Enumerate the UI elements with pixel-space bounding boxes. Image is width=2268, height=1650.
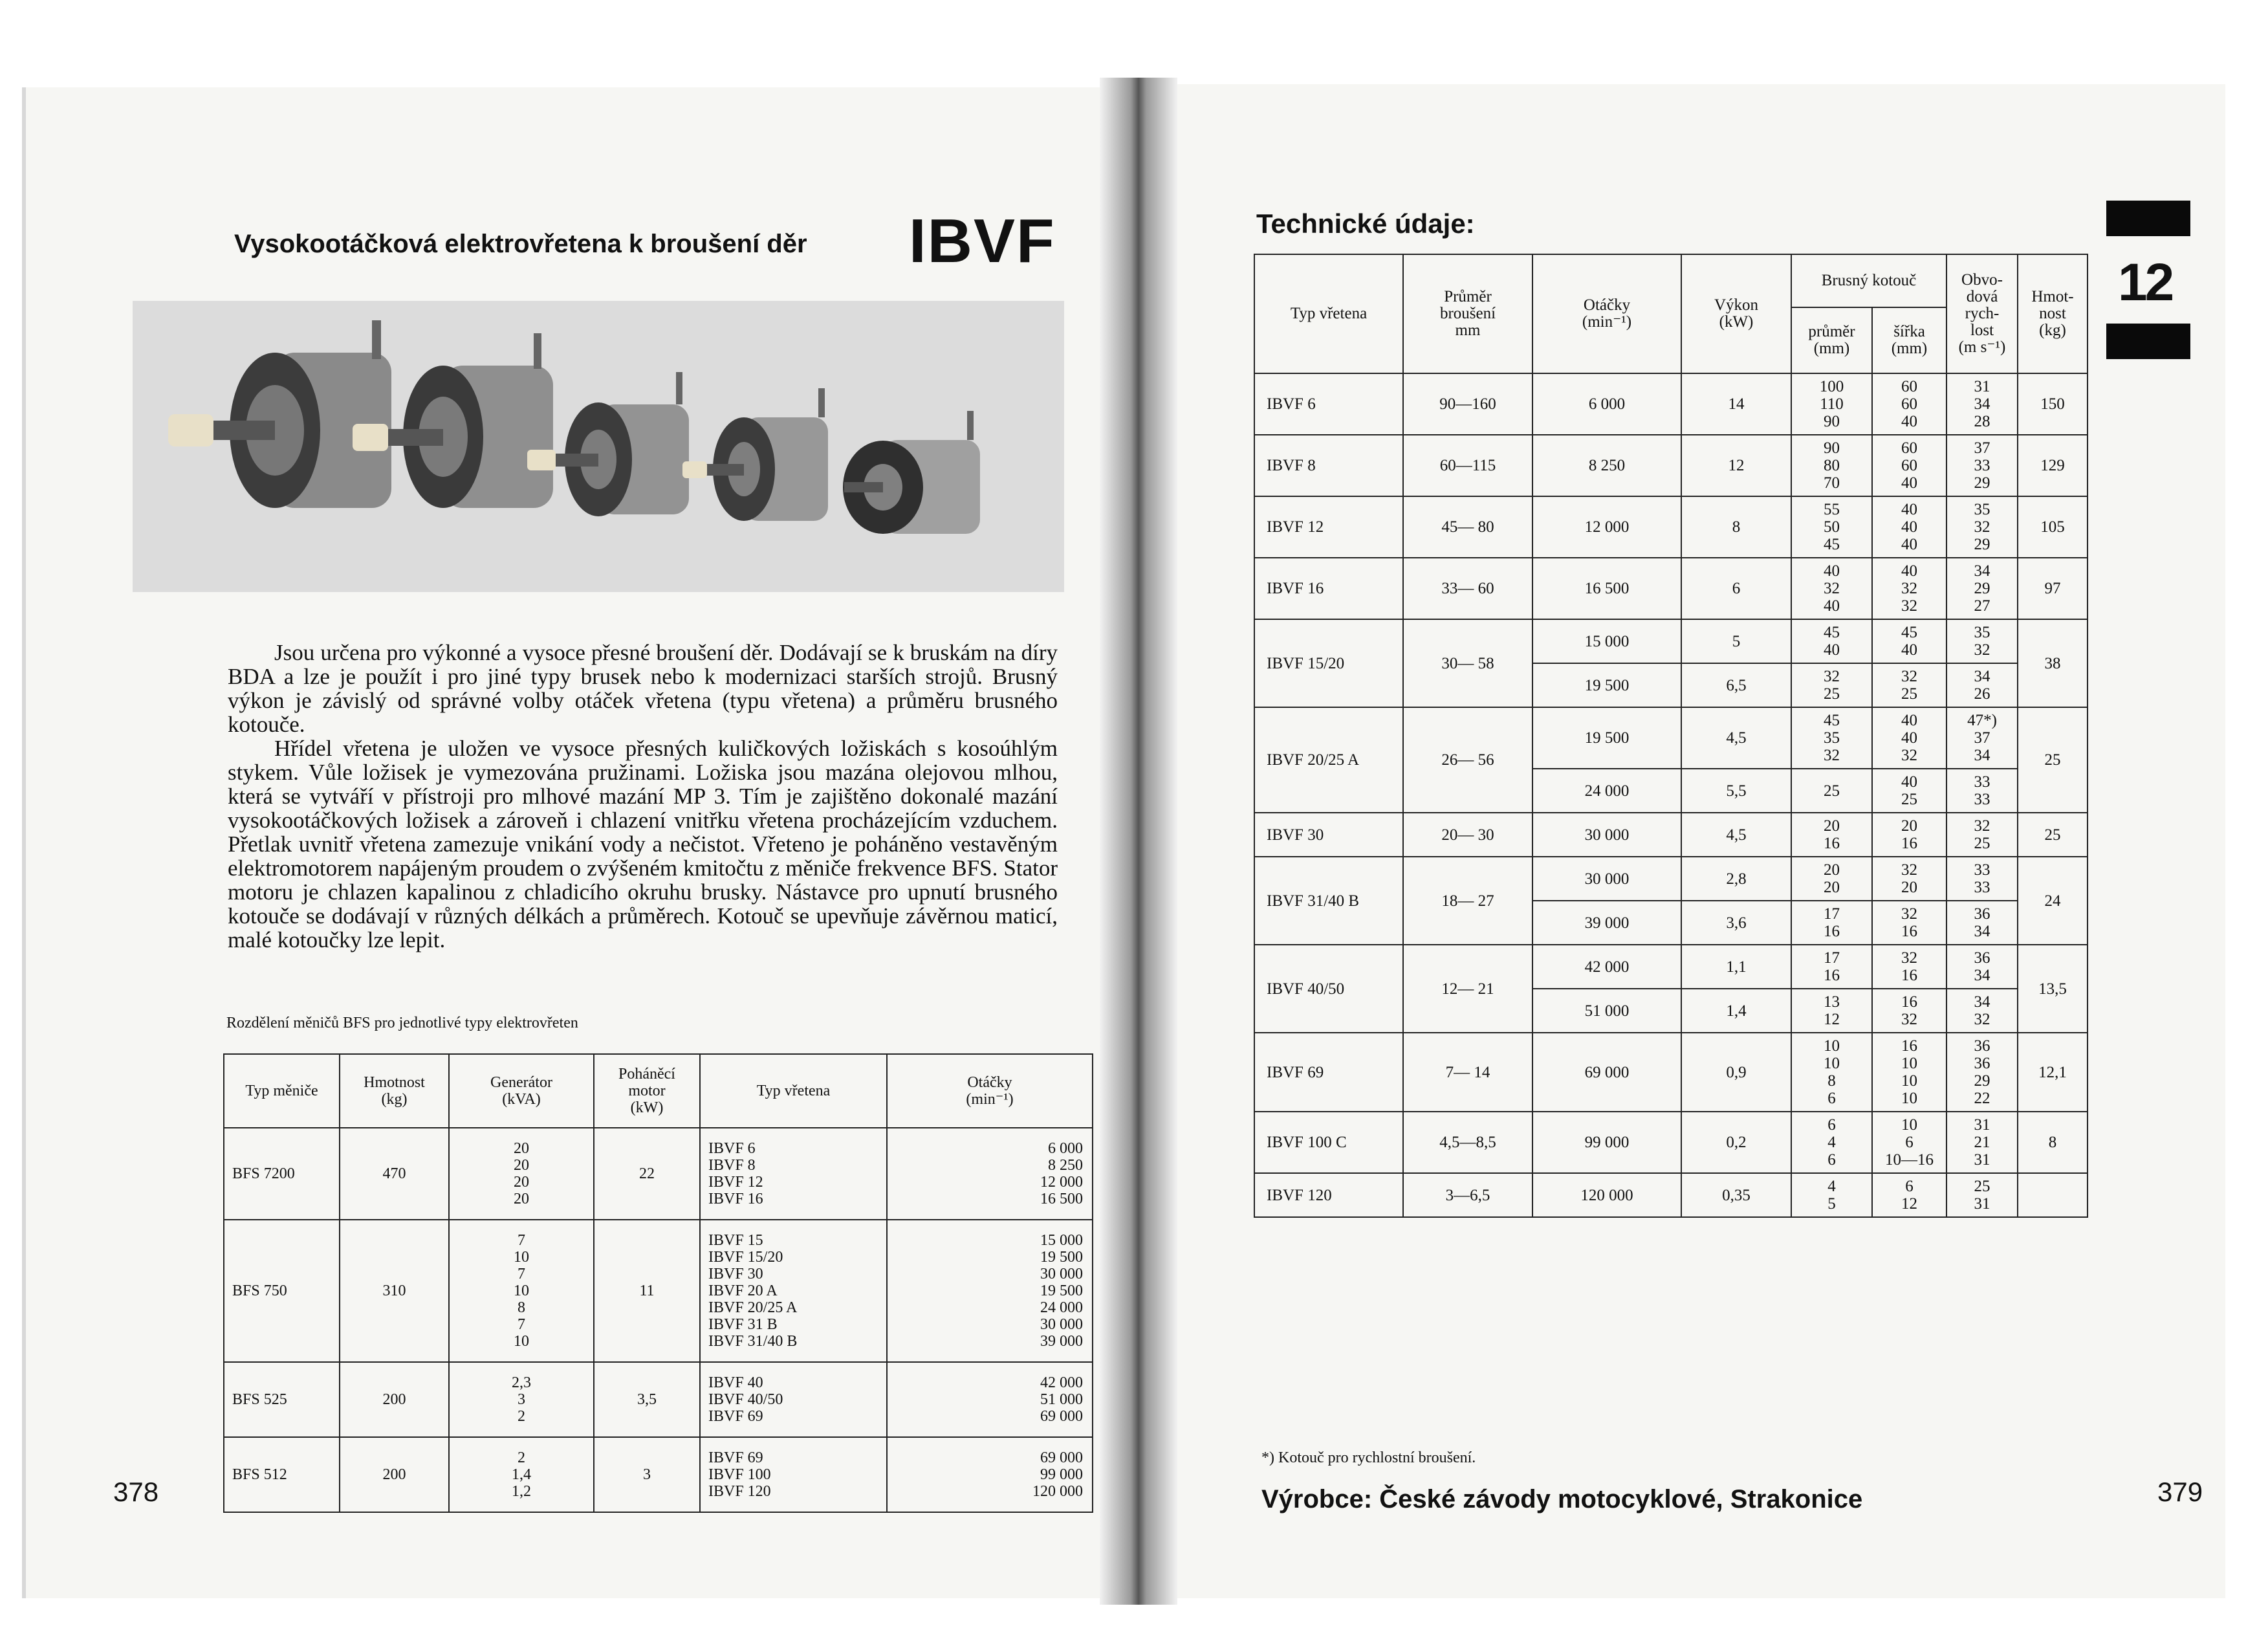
tech-data-heading: Technické údaje: (1256, 208, 1475, 239)
table-row: BFS 750 310 7 10 7 10 8 7 10 11 IBVF 15 IBVF 15/20 IBVF 30 IBVF 20 A IBVF 20/25 A IBVF 31 B IBVF 31/40 B 15 000 19 500 30 000 19 500 24 000 30 000 39 000 (224, 1220, 1093, 1362)
table-row: 39 000 3,6 17 16 32 16 36 34 (1254, 901, 2088, 945)
col-mass: Hmot- nost (kg) (2018, 254, 2088, 373)
col-spindle-type: Typ vřetena (1254, 254, 1403, 373)
chapter-tab (2106, 201, 2190, 356)
table-row: IBVF 40/50 12— 21 42 000 1,1 17 16 32 16 36 34 13,5 (1254, 945, 2088, 989)
col-rpm: Otáčky (min⁻¹) (1532, 254, 1681, 373)
table-footnote: *) Kotouč pro rychlostní broušení. (1261, 1449, 1476, 1466)
table-row: IBVF 16 33— 60 16 500 6 40 32 40 40 32 32 34 29 27 97 (1254, 558, 2088, 619)
col-spindle-type: Typ vřetena (700, 1054, 887, 1128)
col-wheel-diameter: průměr (mm) (1791, 307, 1872, 373)
col-mass: Hmotnost (kg) (340, 1054, 449, 1128)
table-row: IBVF 6 90—160 6 000 14 100 110 90 60 60 40 31 34 28 150 (1254, 373, 2088, 435)
col-grinding-wheel: Brusný kotouč (1791, 254, 1946, 307)
product-photo (133, 301, 1064, 592)
table-row: 19 500 6,5 32 25 32 25 34 26 (1254, 663, 2088, 707)
table-row: IBVF 30 20— 30 30 000 4,5 20 16 20 16 32 25 25 (1254, 813, 2088, 857)
chapter-number: 12 (2118, 253, 2172, 312)
table-row: IBVF 69 7— 14 69 000 0,9 10 10 8 6 16 10 10 10 36 36 29 22 12,1 (1254, 1033, 2088, 1112)
table-row: 24 000 5,5 25 40 25 33 33 (1254, 769, 2088, 813)
paragraph-2: Hřídel vřetena je uložen ve vysoce přesných kuličkových ložiskách s kosoúhlým stykem. Vůle ložisek je vymezována pružinami. Ložiska jsou mazána olejovou mlhou, která se vytváří v přístroji pro mlhové mazání MP 3. Tím je zajištěno dokonalé mazání vysokootáčkových ložisek a zároveň i chlazení vnitřku vřetena procházejícím vzduchem. Přetlak uvnitř vřetena zamezuje vnikání vody a nečistot. Vřeteno je poháněno vestavěným elektromotorem napájeným proudem o zvýšeném kmitočtu z měniče frekvence BFS. Stator motoru je chlazen kapalinou z chladicího okruhu brusky. Nástavce pro upnutí brusného kotouče se dodávají v různých délkách a průměrech. Kotouč se upevňuje závěrnou maticí, malé kotoučky lze lepit. (228, 736, 1058, 952)
page-number-right: 379 (2157, 1477, 2203, 1507)
tab-bar-bottom (2106, 324, 2190, 359)
table-row: 51 000 1,4 13 12 16 32 34 32 (1254, 989, 2088, 1033)
converter-table (223, 1053, 1093, 1513)
table-row: IBVF 31/40 B 18— 27 30 000 2,8 20 20 32 20 33 33 24 (1254, 857, 2088, 901)
product-brand: IBVF (909, 206, 1056, 276)
book-gutter (1100, 78, 1177, 1605)
table-row: IBVF 15/20 30— 58 15 000 5 45 40 45 40 35 32 38 (1254, 619, 2088, 663)
tab-bar-top (2106, 201, 2190, 236)
page-title: Vysokootáčková elektrovřetena k broušení děr (234, 230, 807, 258)
col-peripheral-speed: Obvo- dová rych- lost (m s⁻¹) (1946, 254, 2018, 373)
col-power: Výkon (kW) (1681, 254, 1791, 373)
description-text (228, 641, 1058, 952)
table-caption: Rozdělení měničů BFS pro jednotlivé typy elektrovřeten (226, 1015, 578, 1031)
table-row: BFS 7200 470 20 20 20 20 22 IBVF 6 IBVF 8 IBVF 12 IBVF 16 6 000 8 250 12 000 16 500 (224, 1128, 1093, 1220)
table-row: BFS 512 200 2 1,4 1,2 3 IBVF 69 IBVF 100 IBVF 120 69 000 99 000 120 000 (224, 1437, 1093, 1512)
table-row: IBVF 100 C 4,5—8,5 99 000 0,2 6 4 6 10 6 10—16 31 21 31 8 (1254, 1112, 2088, 1173)
col-converter-type: Typ měniče (224, 1054, 340, 1128)
table-row: IBVF 20/25 A 26— 56 19 500 4,5 45 35 32 40 40 32 47*) 37 34 25 (1254, 707, 2088, 769)
col-grinding-diameter: Průměr broušení mm (1403, 254, 1532, 373)
col-wheel-width: šířka (mm) (1872, 307, 1946, 373)
table-header-row (224, 1054, 1093, 1128)
table-header-row (1254, 254, 2088, 307)
spindles-illustration (133, 301, 1064, 592)
table-row: IBVF 8 60—115 8 250 12 90 80 70 60 60 40 37 33 29 129 (1254, 435, 2088, 496)
col-rpm: Otáčky (min⁻¹) (887, 1054, 1093, 1128)
paragraph-1: Jsou určena pro výkonné a vysoce přesné broušení děr. Dodávají se k bruskám na díry BDA a lze je použít i pro jiné typy brusek nebo k modernizaci starších strojů. Brusný výkon je závislý od správné volby otáček vřetena (typu vřetena) a průměru brusného kotouče. (228, 640, 1058, 737)
col-generator: Generátor (kVA) (449, 1054, 594, 1128)
table-row: BFS 525 200 2,3 3 2 3,5 IBVF 40 IBVF 40/50 IBVF 69 42 000 51 000 69 000 (224, 1362, 1093, 1437)
page-number-left: 378 (113, 1477, 159, 1507)
col-motor: Poháněcí motor (kW) (594, 1054, 700, 1128)
technical-data-table (1254, 254, 2088, 1218)
table-row: IBVF 12 45— 80 12 000 8 55 50 45 40 40 40 35 32 29 105 (1254, 496, 2088, 558)
manufacturer-line: Výrobce: České závody motocyklové, Strakonice (1261, 1485, 1863, 1513)
table-row: IBVF 120 3—6,5 120 000 0,35 4 5 6 12 25 31 (1254, 1173, 2088, 1217)
